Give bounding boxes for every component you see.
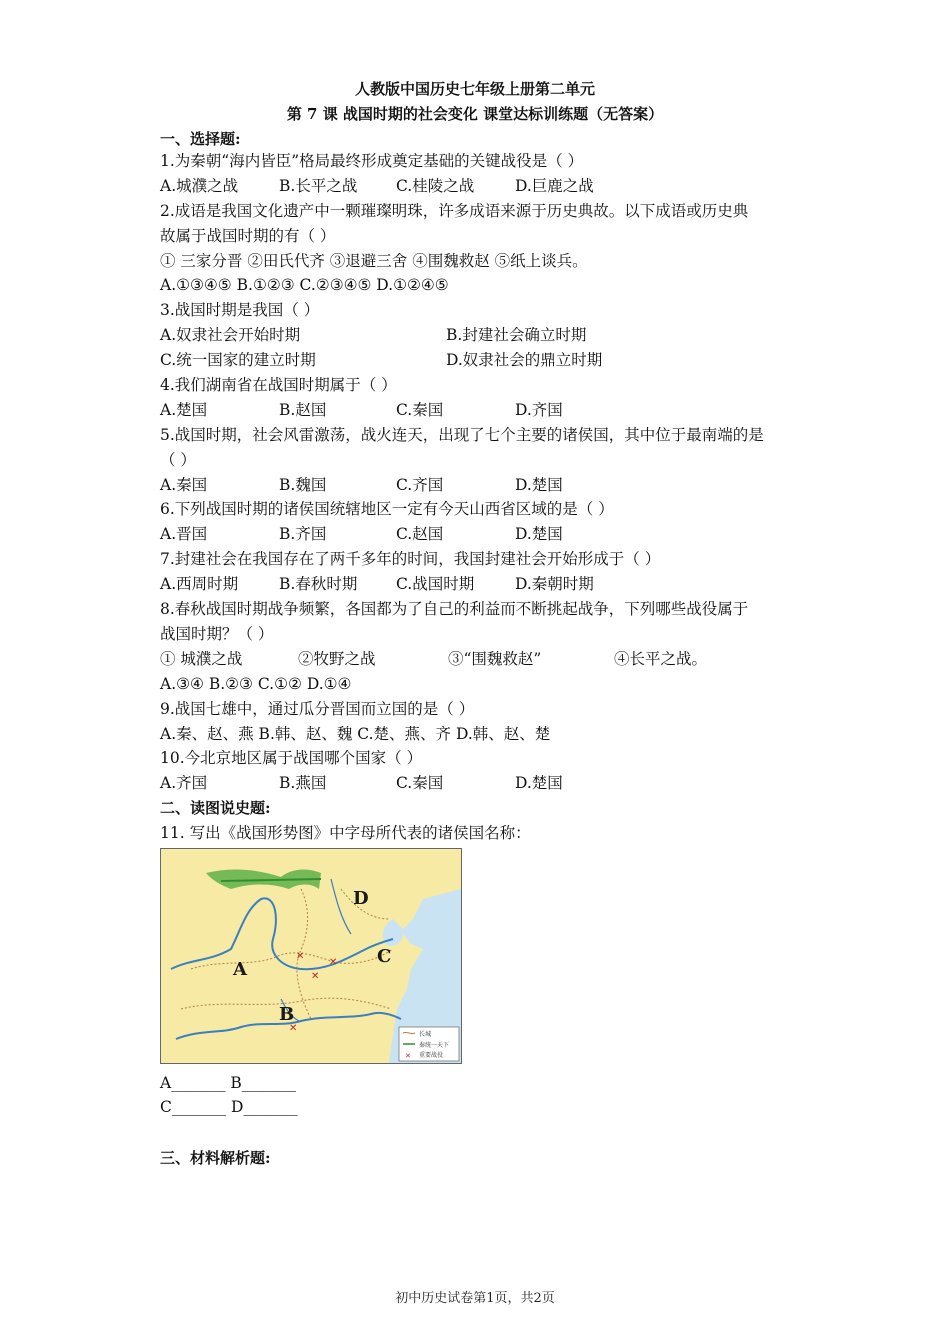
- q7-option-b: B.春秋时期: [279, 575, 358, 593]
- question-3: 3.战国时期是我国（ ）: [160, 301, 320, 319]
- legend-item-1: 长城: [419, 1031, 432, 1038]
- q10-option-c: C.秦国: [396, 774, 444, 792]
- question-5-line-1: 5.战国时期，社会风雷激荡，战火连天，出现了七个主要的诸侯国，其中位于最南端的是: [160, 426, 764, 444]
- q4-option-d: D.齐国: [515, 401, 563, 419]
- question-6: 6.下列战国时期的诸侯国统辖地区一定有今天山西省区域的是（ ）: [160, 500, 614, 518]
- q1-option-b: B.长平之战: [279, 177, 358, 195]
- page-footer: 初中历史试卷第1页，共2页: [395, 1291, 555, 1306]
- q6-option-a: A.晋国: [160, 525, 208, 543]
- q8-item-2: ②牧野之战: [298, 650, 376, 668]
- q4-option-b: B.赵国: [279, 401, 327, 419]
- map-label-d: D: [353, 888, 369, 909]
- q1-option-a: A.城濮之战: [160, 177, 239, 195]
- section-material-heading: 三、材料解析题:: [160, 1149, 271, 1167]
- q8-item-4: ④长平之战。: [614, 650, 708, 668]
- question-11: 11. 写出《战国形势图》中字母所代表的诸侯国名称：: [160, 824, 531, 842]
- map-label-a: A: [233, 959, 247, 980]
- battle-marker-1: ✕: [296, 951, 305, 962]
- question-5-line-2: （ ）: [160, 451, 196, 469]
- question-2-line-1: 2.成语是我国文化遗产中一颗璀璨明珠，许多成语来源于历史典故。以下成语或历史典: [160, 202, 749, 220]
- q2-items: ① 三家分晋 ②田氏代齐 ③退避三舍 ④围魏救赵 ⑤纸上谈兵。: [160, 252, 588, 270]
- question-10: 10.今北京地区属于战国哪个国家（ ）: [160, 749, 423, 767]
- q8-options: A.③④ B.②③ C.①② D.①④: [160, 675, 352, 693]
- question-8-line-2: 战国时期？（ ）: [160, 625, 274, 643]
- q1-option-d: D.巨鹿之战: [515, 177, 594, 195]
- section-map-heading: 二、读图说史题:: [160, 799, 271, 817]
- header-title-1: 人教版中国历史七年级上册第二单元: [354, 80, 595, 98]
- q6-option-d: D.楚国: [515, 525, 563, 543]
- q5-option-b: B.魏国: [279, 476, 327, 494]
- legend-item-3: 重要战役: [419, 1052, 444, 1059]
- header-title-2: 第 7 课 战国时期的社会变化 课堂达标训练题（无答案）: [286, 105, 664, 123]
- q6-option-c: C.赵国: [396, 525, 444, 543]
- q6-option-b: B.齐国: [279, 525, 327, 543]
- q3-option-d: D.奴隶社会的鼎立时期: [446, 351, 603, 369]
- q11-answer-ab[interactable]: A_______ B_______: [160, 1074, 297, 1092]
- q8-item-1: ① 城濮之战: [160, 650, 243, 668]
- q3-option-c: C.统一国家的建立时期: [160, 351, 316, 369]
- legend-battle-symbol: ✕: [405, 1052, 411, 1060]
- q11-answer-cd[interactable]: C_______ D_______: [160, 1098, 298, 1116]
- q2-options: A.①③④⑤ B.①②③ C.②③④⑤ D.①②④⑤: [160, 276, 449, 294]
- q5-option-d: D.楚国: [515, 476, 563, 494]
- legend-item-2: 秦统一天下: [419, 1042, 450, 1049]
- q4-option-a: A.楚国: [160, 401, 208, 419]
- q7-option-a: A.西周时期: [160, 575, 239, 593]
- q7-option-d: D.秦朝时期: [515, 575, 594, 593]
- warring-states-map: [160, 848, 462, 1064]
- q4-option-c: C.秦国: [396, 401, 444, 419]
- q10-option-b: B.燕国: [279, 774, 327, 792]
- question-9: 9.战国七雄中，通过瓜分晋国而立国的是（ ）: [160, 700, 475, 718]
- map-label-c: C: [377, 946, 392, 967]
- section-choice-heading: 一、选择题:: [160, 130, 241, 148]
- question-4: 4.我们湖南省在战国时期属于（ ）: [160, 376, 397, 394]
- map-svg: [161, 849, 461, 1063]
- q8-item-3: ③“围魏救赵”: [448, 650, 542, 668]
- question-8-line-1: 8.春秋战国时期战争频繁，各国都为了自己的利益而不断挑起战争，下列哪些战役属于: [160, 600, 749, 618]
- question-2-line-2: 故属于战国时期的有（ ）: [160, 227, 336, 245]
- q3-option-b: B.封建社会确立时期: [446, 326, 587, 344]
- q5-option-c: C.齐国: [396, 476, 444, 494]
- battle-marker-4: ✕: [289, 1023, 298, 1034]
- q3-option-a: A.奴隶社会开始时期: [160, 326, 301, 344]
- battle-marker-3: ✕: [329, 957, 338, 968]
- q1-option-c: C.桂陵之战: [396, 177, 475, 195]
- question-1: 1.为秦朝“海内皆臣”格局最终形成奠定基础的关键战役是（ ）: [160, 152, 584, 170]
- q7-option-c: C.战国时期: [396, 575, 475, 593]
- q5-option-a: A.秦国: [160, 476, 208, 494]
- q10-option-a: A.齐国: [160, 774, 208, 792]
- q9-options: A.秦、赵、燕 B.韩、赵、魏 C.楚、燕、齐 D.韩、赵、楚: [160, 725, 551, 743]
- battle-marker-2: ✕: [311, 971, 320, 982]
- map-label-b: B: [279, 1004, 295, 1025]
- question-7: 7.封建社会在我国存在了两千多年的时间，我国封建社会开始形成于（ ）: [160, 550, 661, 568]
- q10-option-d: D.楚国: [515, 774, 563, 792]
